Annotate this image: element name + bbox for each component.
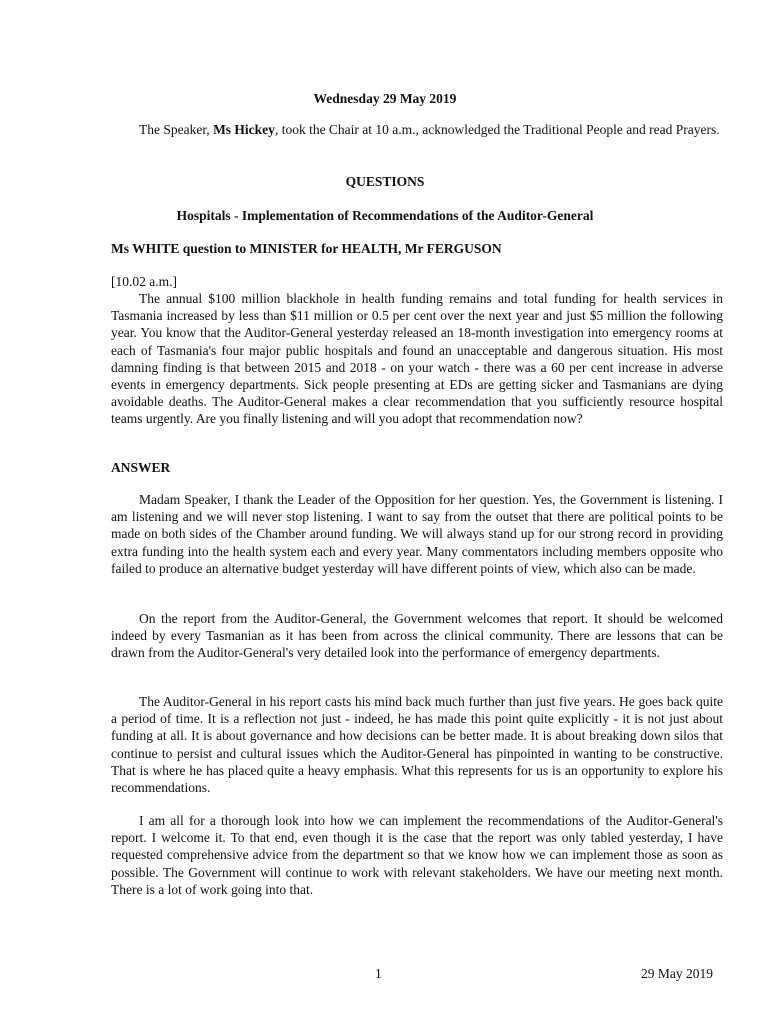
speaker-name: Ms Hickey — [213, 122, 275, 137]
answer-paragraph: Madam Speaker, I thank the Leader of the Opposition for her question. Yes, the Government is listening. I am listening and we will never stop listening. I want to say from the outset that there are political points to be made on both sides of the Chamber around funding. We will always stand up for our strong record in providing extra funding into the health system each and every year. Many commentators including members opposite who failed to produce an alternative budget yesterday will have different points of view, which also can be made. — [111, 492, 723, 576]
page-number: 1 — [375, 966, 382, 981]
answer-paragraph: I am all for a thorough look into how we can implement the recommendations of the Auditor-General's report. I welcome it. To that end, even though it is the case that the report was only tabled yesterday, I have requested comprehensive advice from the department so that we know how we can implement those as soon as possible. The Government will continue to work with relevant stakeholders. We have our meeting next month. There is a lot of work going into that. — [111, 813, 723, 897]
section-heading: QUESTIONS — [345, 174, 425, 189]
opening-paragraph — [111, 121, 723, 138]
question-heading: Ms WHITE question to MINISTER for HEALTH, Mr FERGUSON — [111, 241, 502, 256]
question-text: The annual $100 million blackhole in health funding remains and total funding for health services in Tasmania increased by less than $11 million or 0.5 per cent over the next year and just $5 million the following year. You know that the Auditor-General yesterday released an 18-month investigation into emergency rooms at each of Tasmania's four major public hospitals and found an unacceptable and dangerous situation. His most damning finding is that between 2015 and 2018 - on your watch - there was a 60 per cent increase in adverse events in emergency departments. Sick people presenting at EDs are getting sicker and Tasmanians are dying avoidable deaths. The Auditor-General makes a clear recommendation that you sufficiently resource hospital teams urgently. Are you finally listening and will you adopt that recommendation now? — [111, 291, 723, 427]
answer-heading: ANSWER — [111, 460, 171, 475]
answer-paragraph: On the report from the Auditor-General, the Government welcomes that report. It should be welcomed indeed by every Tasmanian as it has been from across the clinical community. There are lessons that can be drawn from the Auditor-General's very detailed look into the performance of emergency departments. — [111, 611, 723, 661]
topic-heading: Hospitals - Implementation of Recommendations of the Auditor-General — [176, 208, 594, 223]
opening-post: , took the Chair at 10 a.m., acknowledged the Traditional People and read Prayers. — [274, 122, 720, 137]
opening-pre: The Speaker, — [139, 122, 214, 137]
date-heading: Wednesday 29 May 2019 — [313, 91, 457, 106]
time-stamp: [10.02 a.m.] — [111, 274, 177, 289]
answer-paragraph: The Auditor-General in his report casts his mind back much further than just five years. He goes back quite a period of time. It is a reflection not just - indeed, he has made this point quite explicitly - it is not just about funding at all. It is about governance and how decisions can be better made. It is about breaking down silos that continue to persist and cultural issues which the Auditor-General has pinpointed in wanting to be constructive. That is where he has placed quite a heavy emphasis. What this represents for us is an opportunity to explore his recommendations. — [111, 694, 723, 796]
footer-date: 29 May 2019 — [641, 966, 713, 981]
